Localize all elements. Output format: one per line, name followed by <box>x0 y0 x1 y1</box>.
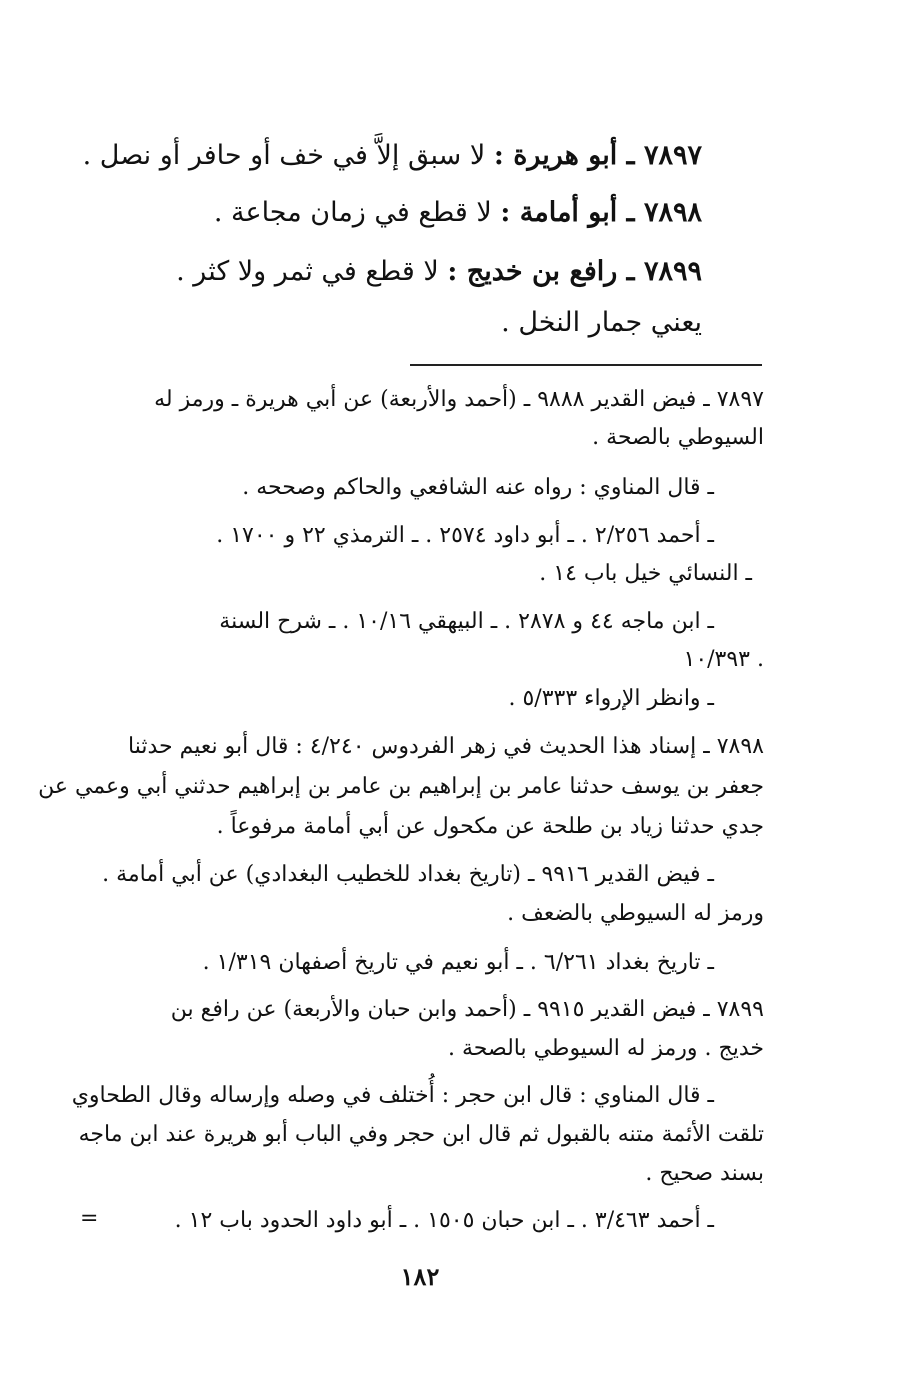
footnote-line: السيوطي بالصحة . <box>592 425 764 450</box>
footnote-line: تلقت الأئمة متنه بالقبول ثم قال ابن حجر وفي الباب أبو هريرة عند ابن ماجه <box>78 1122 764 1147</box>
footnote-line: ـ أحمد ٢/٢٥٦ . ـ أبو داود ٢٥٧٤ . ـ الترمذي ٢٢ و ١٧٠٠ . <box>216 523 714 548</box>
footnote-line: ـ وانظر الإرواء ٥/٣٣٣ . <box>508 686 714 711</box>
hadith-7897 <box>83 140 702 171</box>
footnote-line: ٧٨٩٨ ـ إسناد هذا الحديث في زهر الفردوس ٤/٢٤٠ : قال أبو نعيم حدثنا <box>128 734 764 759</box>
footnote-line: ـ قال المناوي : رواه عنه الشافعي والحاكم وصححه . <box>242 475 714 500</box>
page-number: ١٨٢ <box>400 1262 440 1291</box>
hadith-7899 <box>176 256 702 287</box>
footnote-separator <box>410 364 762 366</box>
hadith-text: يعني جمار النخل . <box>501 307 702 338</box>
footnote-line: ـ ابن ماجه ٤٤ و ٢٨٧٨ . ـ البيهقي ١٠/١٦ . ـ شرح السنة <box>219 609 714 634</box>
hadith-narrator: ٧٨٩٩ ـ رافع بن خديج : <box>447 256 702 287</box>
hadith-narrator: ٧٨٩٧ ـ أبو هريرة : <box>493 140 702 171</box>
footnote-line: ١٠/٣٩٣ . <box>683 647 764 672</box>
footnote-line: جعفر بن يوسف حدثنا عامر بن إبراهيم بن عامر بن إبراهيم حدثني أبي وعمي عن <box>38 774 764 799</box>
continuation-mark: = <box>80 1206 99 1231</box>
hadith-7898 <box>214 197 702 228</box>
hadith-text: لا سبق إلاَّ في خف أو حافر أو نصل . <box>82 140 494 171</box>
footnote-line: ـ فيض القدير ٩٩١٦ ـ (تاريخ بغداد للخطيب البغدادي) عن أبي أمامة . <box>102 862 714 887</box>
footnote-line: بسند صحيح . <box>645 1161 764 1186</box>
hadith-7899-explanation <box>501 307 702 338</box>
footnote-line: ٧٨٩٧ ـ فيض القدير ٩٨٨٨ ـ (أحمد والأربعة) عن أبي هريرة ـ ورمز له <box>154 387 764 412</box>
hadith-narrator: ٧٨٩٨ ـ أبو أمامة : <box>500 197 702 228</box>
footnote-line: جدي حدثنا زياد بن طلحة عن مكحول عن أبي أمامة مرفوعاً . <box>216 814 764 839</box>
footnote-line: ـ قال المناوي : قال ابن حجر : أُختلف في وصله وإرساله وقال الطحاوي <box>71 1083 714 1108</box>
footnote-line: ورمز له السيوطي بالضعف . <box>507 901 764 926</box>
footnote-line: ـ النسائي خيل باب ١٤ . <box>539 561 752 586</box>
hadith-text: لا قطع في زمان مجاعة . <box>213 197 501 228</box>
hadith-text: لا قطع في ثمر ولا كثر . <box>176 256 448 287</box>
footnote-line: ـ أحمد ٣/٤٦٣ . ـ ابن حبان ١٥٠٥ . ـ أبو داود الحدود باب ١٢ . <box>174 1208 714 1233</box>
footnote-line: ٧٨٩٩ ـ فيض القدير ٩٩١٥ ـ (أحمد وابن حبان والأربعة) عن رافع بن <box>170 997 764 1022</box>
footnote-line: خديج . ورمز له السيوطي بالصحة . <box>448 1036 764 1061</box>
footnote-line: ـ تاريخ بغداد ٦/٢٦١ . ـ أبو نعيم في تاريخ أصفهان ١/٣١٩ . <box>202 950 714 975</box>
